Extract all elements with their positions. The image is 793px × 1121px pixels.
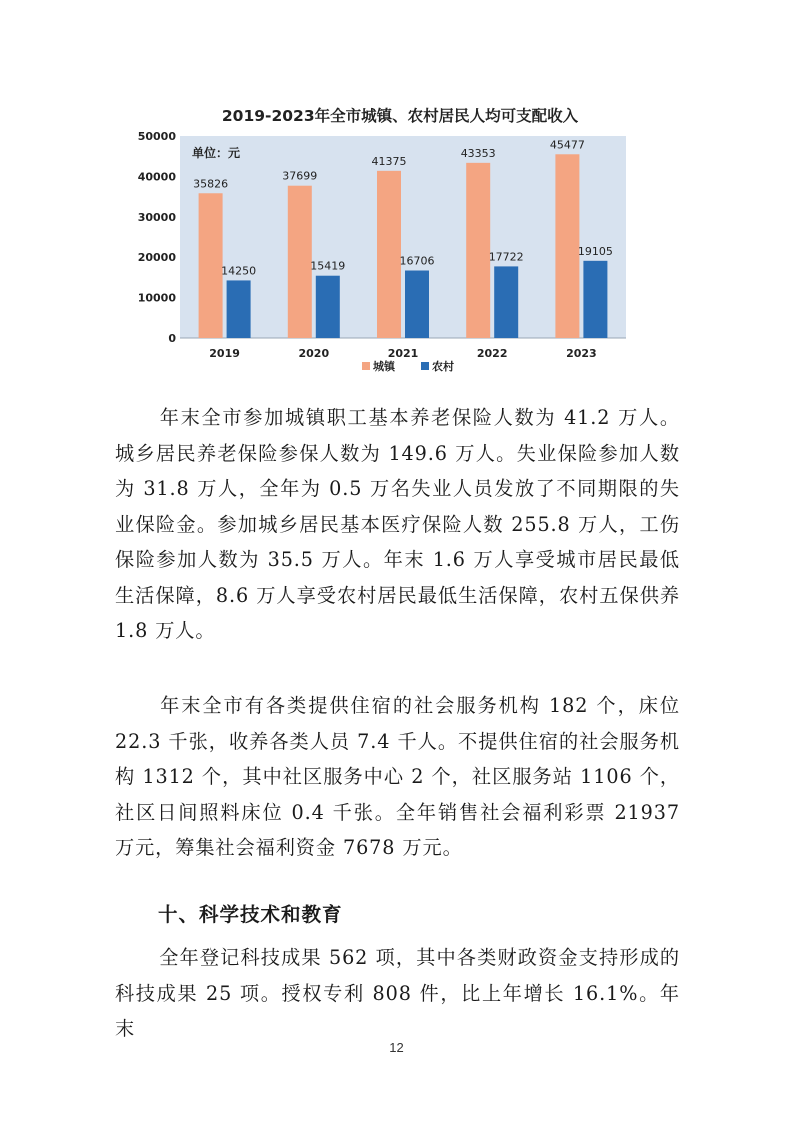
bar-urban-2023 (555, 154, 579, 338)
y-tick-label: 20000 (137, 251, 176, 265)
data-label: 14250 (221, 264, 257, 278)
unit-label: 单位：元 (192, 146, 241, 160)
paragraph-social-security (115, 400, 680, 649)
bar-rural-2021 (405, 271, 429, 338)
y-tick-label: 30000 (137, 210, 176, 224)
bar-rural-2023 (583, 261, 607, 338)
data-label: 17722 (488, 250, 524, 264)
paragraph-science (115, 940, 680, 1047)
x-tick-label: 2021 (387, 347, 419, 360)
income-bar-chart (130, 126, 650, 381)
paragraph-social-services (115, 688, 680, 866)
page-number: 12 (389, 1040, 404, 1055)
y-tick-label: 0 (168, 332, 176, 345)
data-label: 19105 (577, 244, 613, 258)
chart-title: 2019-2023年全市城镇、农村居民人均可支配收入 (221, 107, 579, 125)
x-tick-label: 2019 (209, 347, 240, 360)
bar-urban-2019 (199, 193, 223, 338)
y-tick-label: 40000 (137, 170, 176, 184)
x-tick-label: 2023 (566, 347, 597, 360)
chart-legend (362, 359, 454, 373)
bar-urban-2020 (288, 186, 312, 338)
x-tick-label: 2022 (476, 347, 508, 360)
data-label: 37699 (282, 169, 318, 183)
legend-swatch (421, 362, 429, 370)
data-label: 45477 (549, 138, 585, 152)
y-tick-label: 10000 (137, 291, 176, 305)
bar-urban-2022 (466, 163, 490, 338)
data-label: 35826 (193, 177, 229, 191)
bar-rural-2019 (227, 280, 251, 338)
y-tick-label: 50000 (137, 130, 176, 143)
data-label: 16706 (399, 254, 435, 268)
legend-label: 城镇 (373, 360, 395, 373)
data-label: 15419 (310, 259, 346, 273)
bar-rural-2020 (316, 276, 340, 338)
paragraph-social-security-text: 年末全市参加城镇职工基本养老保险人数为 41.2 万人。城乡居民养老保险参保人数为 149.6 万人。失业保险参加人数为 31.8 万人，全年为 0.5 万名失业人员发放了不同期限的失业保险金。参加城乡居民基本医疗保险人数 255.8 万人，工伤保险参加人数为 35.5 万人。年末 1.6 万人享受城市居民最低生活保障，8.6 万人享受农村居民最低生活保障，农村五保供养 1.8 万人。 (115, 406, 680, 642)
legend-label: 农村 (432, 360, 454, 373)
data-label: 43353 (460, 146, 496, 160)
paragraph-social-services-text: 年末全市有各类提供住宿的社会服务机构 182 个，床位 22.3 千张，收养各类人员 7.4 千人。不提供住宿的社会服务机构 1312 个，其中社区服务中心 2 个，社区服务站 1106 个，社区日间照料床位 0.4 千张。全年销售社会福利彩票 21937 万元，筹集社会福利资金 7678 万元。 (115, 694, 680, 859)
legend-swatch (362, 362, 370, 370)
x-tick-label: 2020 (298, 347, 330, 360)
paragraph-science-text: 全年登记科技成果 562 项，其中各类财政资金支持形成的科技成果 25 项。授权专利 808 件，比上年增长 16.1%。年末 (115, 946, 680, 1040)
bar-urban-2021 (377, 171, 401, 338)
section-heading: 十、科学技术和教育 (158, 903, 343, 926)
bar-rural-2022 (494, 266, 518, 338)
data-label: 41375 (371, 154, 407, 168)
